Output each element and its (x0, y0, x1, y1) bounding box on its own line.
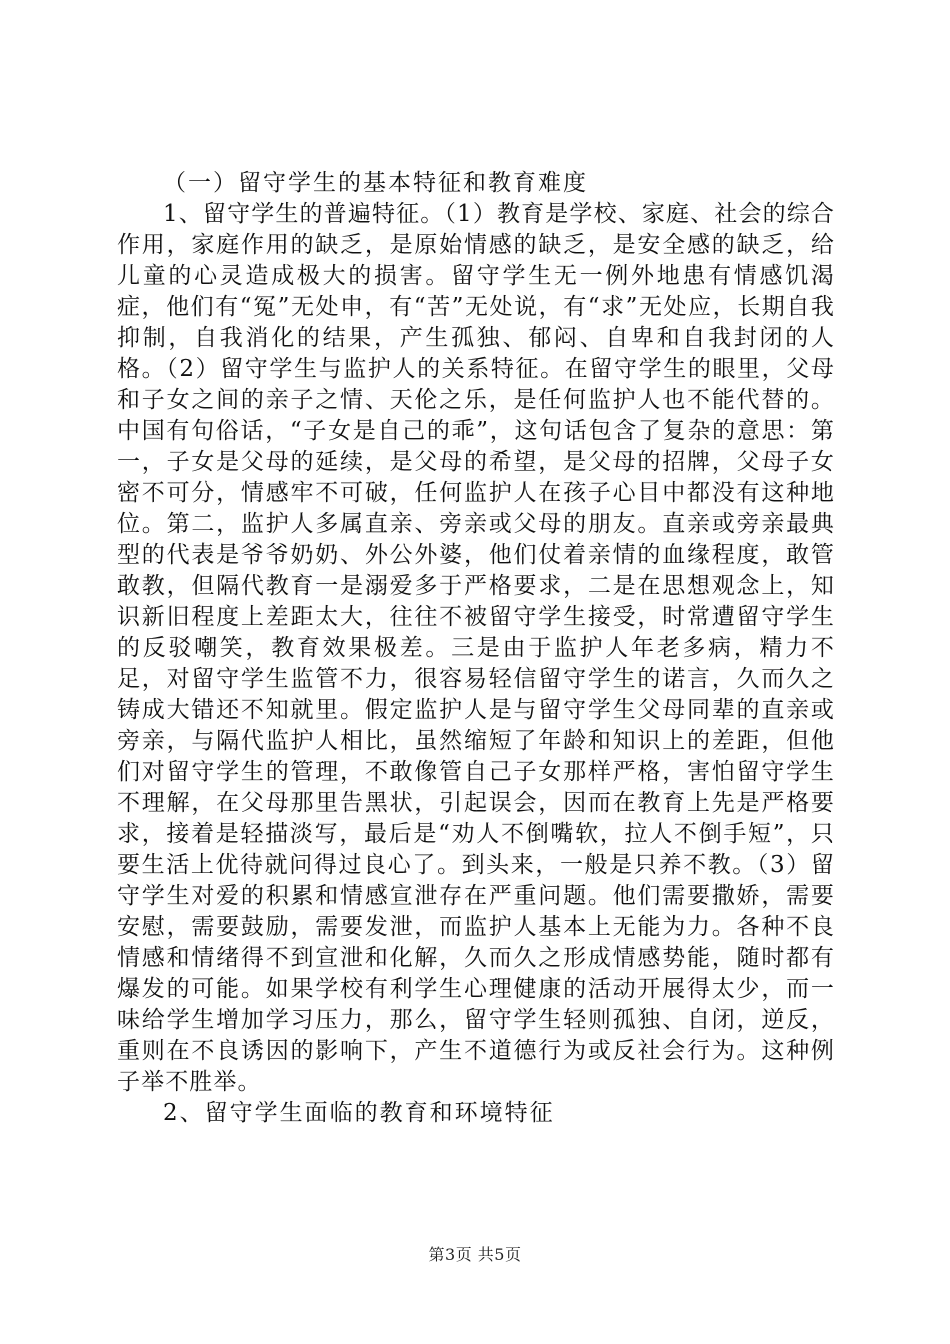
page-number-footer: 第3页 共5页 (428, 1245, 522, 1264)
document-body (117, 168, 835, 1129)
subsection-heading: 2、留守学生面临的教育和环境特征 (163, 1100, 555, 1126)
paragraph-characteristics: 1、留守学生的普遍特征。（1）教育是学校、家庭、社会的综合作用，家庭作用的缺乏，是原始情感的缺乏，是安全感的缺乏，给儿童的心灵造成极大的损害。留守学生无一例外地患有情感饥渴症，他们有“冤”无处申，有“苦”无处说，有“求”无处应，长期自我抑制，自我消化的结果，产生孤独、郁闷、自卑和自我封闭的人格。（2）留守学生与监护人的关系特征。在留守学生的眼里，父母和子女之间的亲子之情、天伦之乐，是任何监护人也不能代替的。中国有句俗话，“子女是自己的乖”，这句话包含了复杂的意思：第一，子女是父母的延续，是父母的希望，是父母的招牌，父母子女密不可分，情感牢不可破，任何监护人在孩子心目中都没有这种地位。第二，监护人多属直亲、旁亲或父母的朋友。直亲或旁亲最典型的代表是爷爷奶奶、外公外婆，他们仗着亲情的血缘程度，敢管敢教，但隔代教育一是溺爱多于严格要求，二是在思想观念上，知识新旧程度上差距太大，往往不被留守学生接受，时常遭留守学生的反驳嘲笑，教育效果极差。三是由于监护人年老多病，精力不足，对留守学生监管不力，很容易轻信留守学生的诺言，久而久之铸成大错还不知就里。假定监护人是与留守学生父母同辈的直亲或旁亲，与隔代监护人相比，虽然缩短了年龄和知识上的差距，但他们对留守学生的管理，不敢像管自己子女那样严格，害怕留守学生不理解，在父母那里告黑状，引起误会，因而在教育上先是严格要求，接着是轻描淡写，最后是“劝人不倒嘴软，拉人不倒手短”，只要生活上优待就问得过良心了。到头来，一般是只养不教。（3）留守学生对爱的积累和情感宣泄存在严重问题。他们需要撒娇，需要安慰，需要鼓励，需要发泄，而监护人基本上无能为力。各种不良情感和情绪得不到宣泄和化解，久而久之形成情感势能，随时都有爆发的可能。如果学校有利学生心理健康的活动开展得太少，而一味给学生增加学习压力，那么，留守学生轻则孤独、自闭，逆反，重则在不良诱因的影响下，产生不道德行为或反社会行为。这种例子举不胜举。 (117, 201, 835, 1095)
section-heading: （一）留守学生的基本特征和教育难度 (163, 170, 588, 196)
